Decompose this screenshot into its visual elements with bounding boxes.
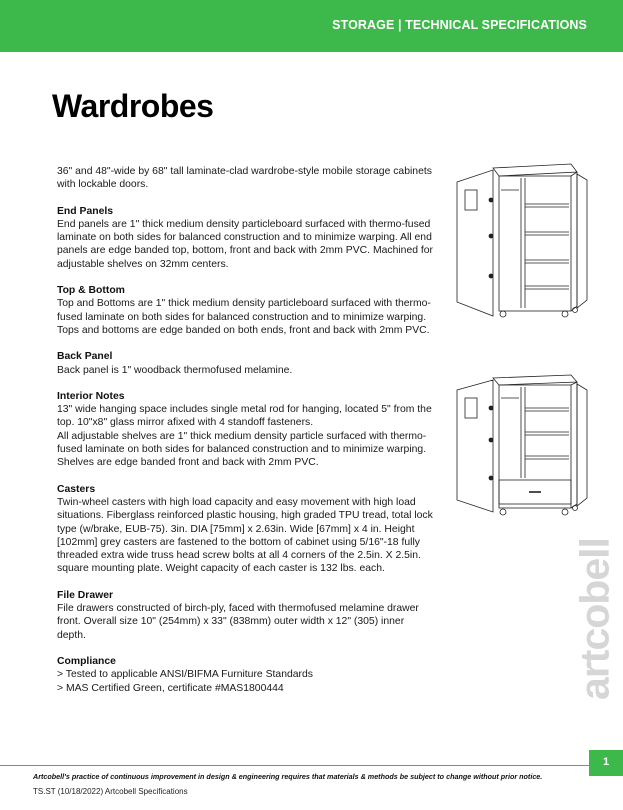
section-interior-notes	[57, 390, 435, 470]
intro-paragraph: 36" and 48"-wide by 68" tall laminate-clad wardrobe-style mobile storage cabinets with lockable doors.	[57, 166, 432, 191]
section-heading: Back Panel	[57, 351, 113, 363]
section-body: End panels are 1" thick medium density particleboard surfaced with thermo-fused laminate on both sides for balanced construction and to minimize warping. All end panels are edge banded top, bottom, front and back with 2mm PVC. Machined for adjustable shelves on 32mm centers.	[57, 218, 434, 270]
section-heading: End Panels	[57, 205, 114, 217]
section-body: > Tested to applicable ANSI/BIFMA Furniture Standards	[57, 669, 313, 681]
section-top-bottom	[57, 284, 435, 337]
section-file-drawer	[57, 589, 435, 642]
section-heading: Interior Notes	[57, 390, 125, 402]
section-heading: Casters	[57, 483, 96, 495]
brand-wordmark-text: artcobell	[571, 538, 618, 700]
footer-notice: Artcobell's practice of continuous improvement in design & engineering requires that materials & methods be subject to change without prior notice.	[33, 772, 543, 781]
brand-wordmark	[571, 494, 618, 744]
section-body: Top and Bottoms are 1" thick medium density particleboard surfaced with thermo-fused laminate on both sides for balanced construction and to minimize warping. Tops and bottoms are edge banded on both ends, front and back with 2mm PVC.	[57, 298, 431, 336]
wardrobe-open-illustration	[453, 160, 591, 325]
header-title: STORAGE | TECHNICAL SPECIFICATIONS	[332, 18, 587, 32]
section-body: Twin-wheel casters with high load capacity and easy movement with high load situations. Fiberglass reinforced plastic housing, high graded TPU tread, total lock type (w/brake, EUB-75). 3in. DIA [75mm] x 2.63in. Wide [67mm] x 4 in. Height [102mm] grey casters are fastened to the bottom of cabinet using 5/16"-18 fully threaded extra wide truss head screw bolts at all 4 corners of the 2.5in. X 2.5in. square mounting plate. Weight capacity of each caster is 132 lbs. each.	[57, 496, 433, 575]
section-end-panels	[57, 205, 435, 271]
section-heading: Compliance	[57, 655, 116, 667]
section-heading: File Drawer	[57, 589, 114, 601]
section-back-panel	[57, 350, 435, 377]
section-casters	[57, 483, 435, 576]
section-body-2: > MAS Certified Green, certificate #MAS1800444	[57, 682, 284, 694]
section-body: File drawers constructed of birch-ply, faced with thermofused melamine drawer front. Overall size 10" (254mm) x 33" (838mm) outer width x 12" (305) inner depth.	[57, 603, 419, 641]
header-bar	[0, 0, 623, 52]
section-body: Back panel is 1" woodback thermofused melamine.	[57, 364, 293, 376]
wardrobe-drawer-illustration	[453, 374, 591, 520]
page-number-badge	[589, 750, 623, 776]
section-body: 13" wide hanging space includes single metal rod for hanging, located 5" from the top. 10"x8" glass mirror afixed with 4 standoff fasteners.	[57, 404, 432, 429]
section-body-2: All adjustable shelves are 1" thick medium density particle surfaced with thermo-fused laminate on both sides for balanced construction and to minimize warping. Shelves are edge banded front and back with 2mm PVC.	[57, 430, 427, 469]
page-title: Wardrobes	[52, 88, 214, 124]
section-compliance	[57, 655, 435, 695]
section-heading: Top & Bottom	[57, 285, 125, 297]
footer-doc-id: TS.ST (10/18/2022) Artcobell Specifications	[33, 787, 188, 796]
footer-divider	[0, 765, 589, 766]
spec-content	[57, 165, 435, 708]
page-number: 1	[602, 756, 610, 768]
